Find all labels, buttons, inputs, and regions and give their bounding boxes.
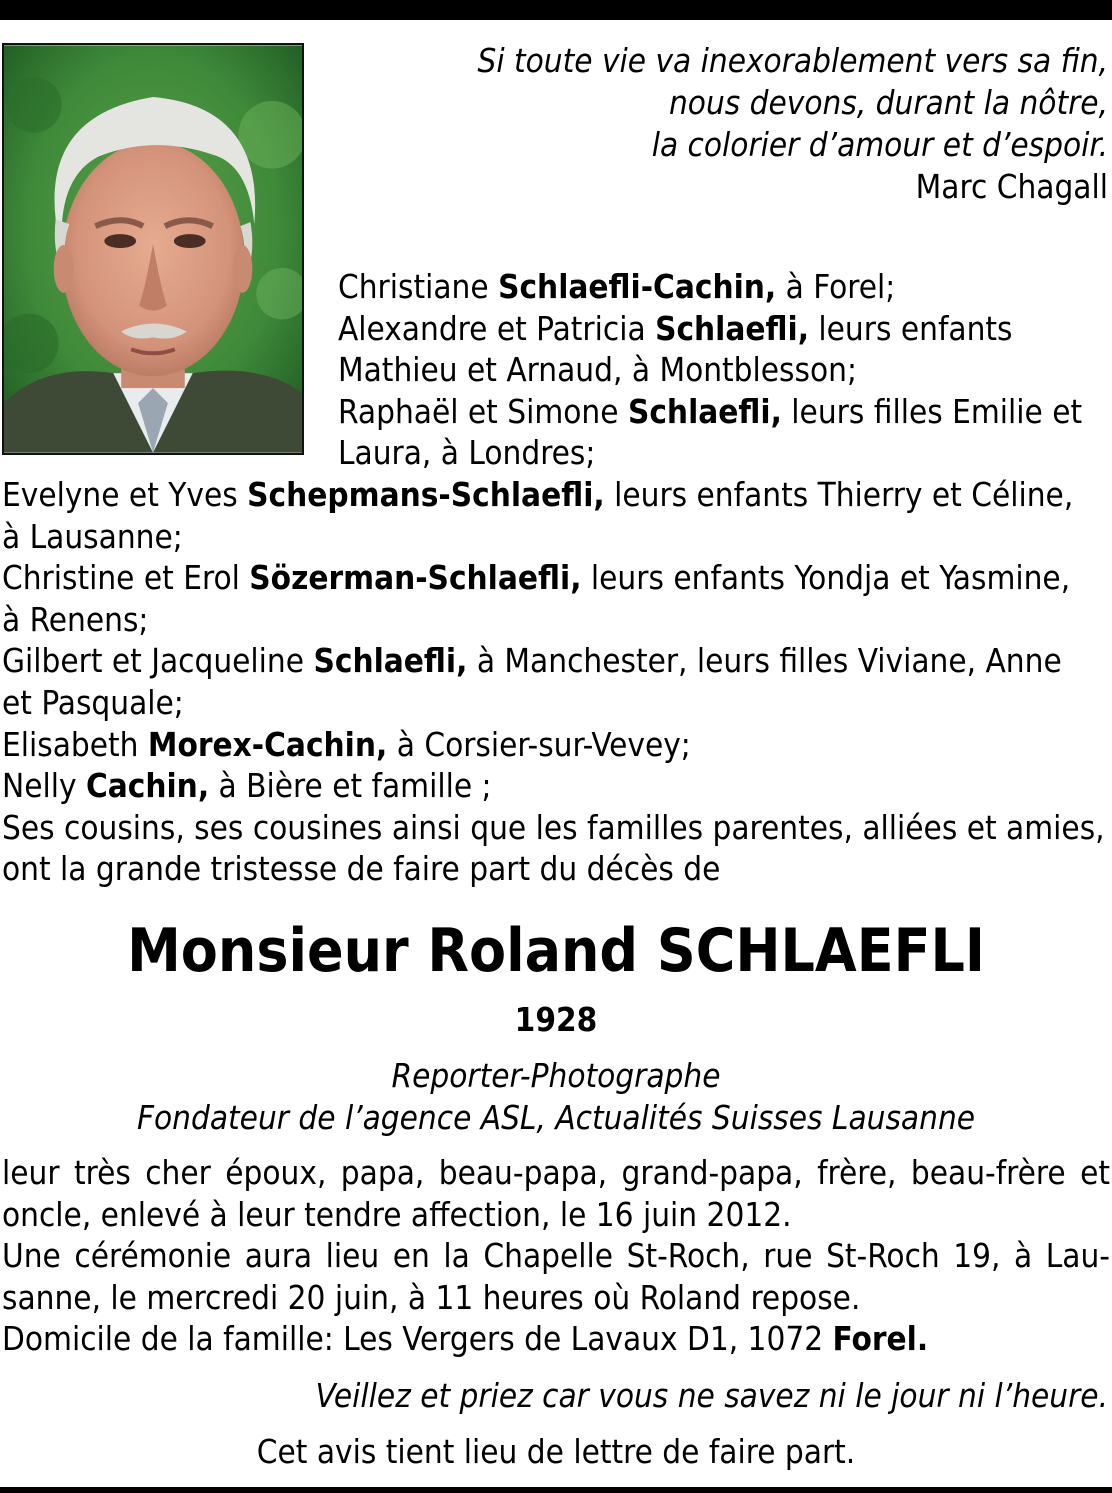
body-line: Une cérémonie aura lieu en la Chapelle St-Roch, rue St-Roch 19, à Lau- bbox=[2, 1236, 1110, 1276]
quote-author: Marc Chagall bbox=[915, 167, 1108, 206]
family-list-top bbox=[2, 266, 1110, 474]
family-line: Raphaël et Simone Schlaefli, leurs filles Emilie et bbox=[338, 391, 1083, 431]
birth-year: 1928 bbox=[514, 1000, 598, 1039]
family-line: Elisabeth Morex-Cachin, à Corsier-sur-Vevey; bbox=[2, 724, 691, 764]
family-line: ont la grande tristesse de faire part du décès de bbox=[2, 849, 721, 889]
top-rule bbox=[0, 0, 1112, 20]
family-line: Mathieu et Arnaud, à Montblesson; bbox=[338, 350, 857, 390]
family-list-main bbox=[2, 474, 1110, 890]
quote-line: Si toute vie va inexorablement vers sa fin, bbox=[477, 41, 1108, 80]
closing-verse: Veillez et priez car vous ne savez ni le jour ni l’heure. bbox=[315, 1376, 1108, 1415]
epigraph-quote bbox=[408, 40, 1108, 208]
body-line: sanne, le mercredi 20 juin, à 11 heures où Roland repose. bbox=[2, 1277, 861, 1317]
announcement-body bbox=[2, 1152, 1110, 1360]
deceased-titles bbox=[0, 1055, 1112, 1139]
notice-line: Cet avis tient lieu de lettre de faire part. bbox=[256, 1432, 856, 1471]
quote-line: la colorier d’amour et d’espoir. bbox=[651, 125, 1108, 164]
bottom-rule bbox=[0, 1487, 1112, 1493]
family-line: à Lausanne; bbox=[2, 516, 183, 556]
body-line: leur très cher époux, papa, beau-papa, grand-papa, frère, beau-frère et bbox=[2, 1153, 1110, 1192]
title-line: Fondateur de l’agence ASL, Actualités Suisses Lausanne bbox=[136, 1098, 976, 1137]
family-line: Christine et Erol Sözerman-Schlaefli, leurs enfants Yondja et Yasmine, bbox=[2, 558, 1071, 598]
family-line: à Renens; bbox=[2, 599, 149, 639]
deceased-name: Monsieur Roland SCHLAEFLI bbox=[127, 916, 985, 986]
family-line: Nelly Cachin, à Bière et famille ; bbox=[2, 766, 492, 806]
family-line: Laura, à Londres; bbox=[338, 433, 596, 473]
family-line: Evelyne et Yves Schepmans-Schlaefli, leurs enfants Thierry et Céline, bbox=[2, 475, 1074, 514]
family-line: Gilbert et Jacqueline Schlaefli, à Manchester, leurs filles Viviane, Anne bbox=[2, 641, 1062, 681]
quote-line: nous devons, durant la nôtre, bbox=[668, 83, 1108, 122]
family-line: Alexandre et Patricia Schlaefli, leurs enfants bbox=[338, 308, 1013, 348]
family-line: Christiane Schlaefli-Cachin, à Forel; bbox=[338, 267, 896, 306]
family-address: Domicile de la famille: Les Vergers de Lavaux D1, 1072 Forel. bbox=[2, 1319, 929, 1359]
title-line: Reporter-Photographe bbox=[391, 1056, 721, 1095]
body-line: oncle, enlevé à leur tendre affection, le 16 juin 2012. bbox=[2, 1194, 792, 1234]
family-line: Ses cousins, ses cousines ainsi que les familles parentes, alliées et amies, bbox=[2, 807, 1105, 847]
family-line: et Pasquale; bbox=[2, 682, 184, 722]
